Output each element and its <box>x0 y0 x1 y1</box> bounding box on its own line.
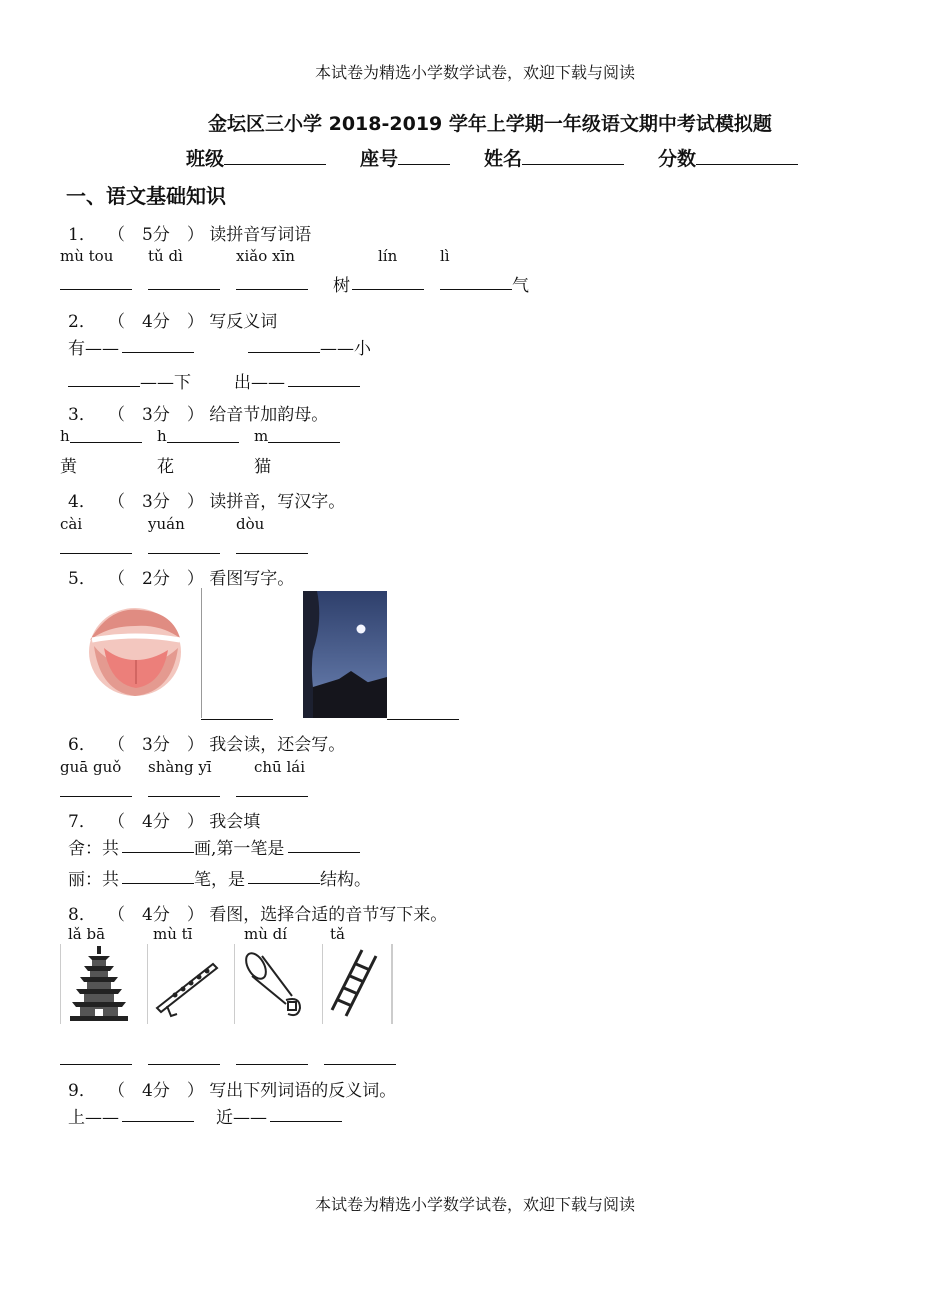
q1-pinyin-4: lín <box>378 247 398 265</box>
q8-number: 8． <box>68 905 96 925</box>
q1-prompt: 读拼音写词语 <box>209 225 312 245</box>
q2-points: （ 4分 ） <box>108 312 204 332</box>
q5-number: 5． <box>68 569 96 589</box>
seat-label: 座号 <box>360 148 399 170</box>
name-blank[interactable] <box>522 164 624 165</box>
q2-blank-1[interactable] <box>122 352 194 353</box>
seat-blank[interactable] <box>398 164 450 165</box>
q4-pinyin-2: yuán <box>148 515 185 533</box>
q1-pinyin-5: lì <box>440 247 450 265</box>
q8-points: （ 4分 ） <box>108 905 204 925</box>
question-6 <box>68 730 345 755</box>
name-label: 姓名 <box>484 148 523 170</box>
question-3 <box>68 400 328 425</box>
class-field <box>186 144 326 171</box>
class-label: 班级 <box>186 148 225 170</box>
q3-letter-3: m <box>254 427 269 445</box>
q8-pinyin-2: mù tī <box>153 925 193 943</box>
moon-night-image <box>303 591 387 718</box>
q8-prompt: 看图，选择合适的音节写下来。 <box>209 905 448 925</box>
page-header-note: 本试卷为精选小学数学试卷，欢迎下载与阅读 <box>314 63 635 82</box>
q3-blank-2[interactable] <box>167 442 239 443</box>
seat-field <box>360 144 450 171</box>
q3-char-2: 花 <box>157 457 174 477</box>
q1-blank-3[interactable] <box>236 289 308 290</box>
picture-divider <box>201 588 202 718</box>
q5-prompt: 看图写字。 <box>209 569 295 589</box>
page-footer-note: 本试卷为精选小学数学试卷，欢迎下载与阅读 <box>314 1195 635 1214</box>
q2-prompt: 写反义词 <box>209 312 278 332</box>
q1-blank-2[interactable] <box>148 289 220 290</box>
q9-prompt: 写出下列词语的反义词。 <box>209 1081 397 1101</box>
q9-blank-1[interactable] <box>122 1121 194 1122</box>
horn-image <box>234 944 312 1024</box>
q4-blank-1[interactable] <box>60 553 132 554</box>
question-8 <box>68 900 447 925</box>
q6-blank-1[interactable] <box>60 796 132 797</box>
q1-char-qi: 气 <box>512 276 529 296</box>
q7-number: 7． <box>68 812 96 832</box>
q7-line1-a: 舍：共 <box>68 839 119 859</box>
q7-line2-c: 结构。 <box>320 870 371 890</box>
question-4 <box>68 487 345 512</box>
question-2 <box>68 307 277 332</box>
q6-number: 6． <box>68 735 96 755</box>
q1-blank-4[interactable] <box>352 289 424 290</box>
q1-pinyin-3: xiǎo xīn <box>236 247 295 265</box>
q4-number: 4． <box>68 492 96 512</box>
flute-image <box>147 944 225 1024</box>
q2-word-2: ——小 <box>320 339 371 359</box>
q2-blank-2[interactable] <box>248 352 320 353</box>
q5-blank-2[interactable] <box>387 719 459 720</box>
q3-blank-1[interactable] <box>70 442 142 443</box>
score-label: 分数 <box>658 148 697 170</box>
q8-blank-3[interactable] <box>236 1064 308 1065</box>
section-heading: 一、语文基础知识 <box>66 184 226 208</box>
q1-blank-5[interactable] <box>440 289 512 290</box>
q8-blank-1[interactable] <box>60 1064 132 1065</box>
q6-pinyin-1: guā guǒ <box>60 758 122 776</box>
question-5 <box>68 564 294 589</box>
q2-word-4: 出—— <box>234 373 285 393</box>
q1-number: 1． <box>68 225 96 245</box>
q1-pinyin-2: tǔ dì <box>148 247 183 265</box>
q8-pinyin-1: lǎ bā <box>68 925 106 943</box>
q2-word-3: ——下 <box>140 373 191 393</box>
q7-line2-b: 笔，是 <box>194 870 245 890</box>
q1-pinyin-1: mù tou <box>60 247 114 265</box>
q1-char-shu: 树 <box>333 276 350 296</box>
q9-word-2: 近—— <box>216 1108 267 1128</box>
q5-points: （ 2分 ） <box>108 569 204 589</box>
q3-letter-2: h <box>157 427 167 445</box>
q3-blank-3[interactable] <box>268 442 340 443</box>
q7-blank-2[interactable] <box>288 852 360 853</box>
q6-blank-2[interactable] <box>148 796 220 797</box>
q4-blank-3[interactable] <box>236 553 308 554</box>
q8-pinyin-4: tǎ <box>330 925 345 943</box>
q1-points: （ 5分 ） <box>108 225 204 245</box>
q4-pinyin-3: dòu <box>236 515 265 533</box>
q7-line1-b: 画,第一笔是 <box>194 839 285 859</box>
pagoda-image <box>60 944 138 1024</box>
q3-points: （ 3分 ） <box>108 405 204 425</box>
q7-points: （ 4分 ） <box>108 812 204 832</box>
exam-title: 金坛区三小学 2018-2019 学年上学期一年级语文期中考试模拟题 <box>208 113 772 135</box>
score-blank[interactable] <box>696 164 798 165</box>
q9-word-1: 上—— <box>68 1108 119 1128</box>
q3-number: 3． <box>68 405 96 425</box>
ladder-image <box>322 944 394 1024</box>
tongue-image <box>80 596 186 708</box>
q4-blank-2[interactable] <box>148 553 220 554</box>
q6-prompt: 我会读，还会写。 <box>209 735 346 755</box>
q3-char-3: 猫 <box>254 457 271 477</box>
question-7 <box>68 807 260 832</box>
q4-points: （ 3分 ） <box>108 492 204 512</box>
q3-prompt: 给音节加韵母。 <box>209 405 329 425</box>
q8-blank-2[interactable] <box>148 1064 220 1065</box>
q2-blank-4[interactable] <box>288 386 360 387</box>
q9-blank-2[interactable] <box>270 1121 342 1122</box>
q4-prompt: 读拼音，写汉字。 <box>209 492 346 512</box>
q2-blank-3[interactable] <box>68 386 140 387</box>
q9-points: （ 4分 ） <box>108 1081 204 1101</box>
q1-blank-1[interactable] <box>60 289 132 290</box>
q8-blank-4[interactable] <box>324 1064 396 1065</box>
name-field <box>484 144 624 171</box>
q2-word-1: 有—— <box>68 339 119 359</box>
q7-prompt: 我会填 <box>209 812 261 832</box>
q9-number: 9． <box>68 1081 96 1101</box>
q3-letter-1: h <box>60 427 70 445</box>
q6-points: （ 3分 ） <box>108 735 204 755</box>
q6-pinyin-3: chū lái <box>254 758 306 776</box>
q7-line2-a: 丽：共 <box>68 870 119 890</box>
q7-blank-1[interactable] <box>122 852 194 853</box>
class-blank[interactable] <box>224 164 326 165</box>
q5-blank-1[interactable] <box>201 719 273 720</box>
q4-pinyin-1: cài <box>60 515 83 533</box>
q2-number: 2． <box>68 312 96 332</box>
q6-blank-3[interactable] <box>236 796 308 797</box>
q7-blank-4[interactable] <box>248 883 320 884</box>
q6-pinyin-2: shàng yī <box>148 758 212 776</box>
q3-char-1: 黄 <box>60 457 77 477</box>
q7-blank-3[interactable] <box>122 883 194 884</box>
q8-pinyin-3: mù dí <box>244 925 288 943</box>
question-1 <box>68 220 311 245</box>
score-field <box>658 144 798 171</box>
question-9 <box>68 1076 396 1101</box>
